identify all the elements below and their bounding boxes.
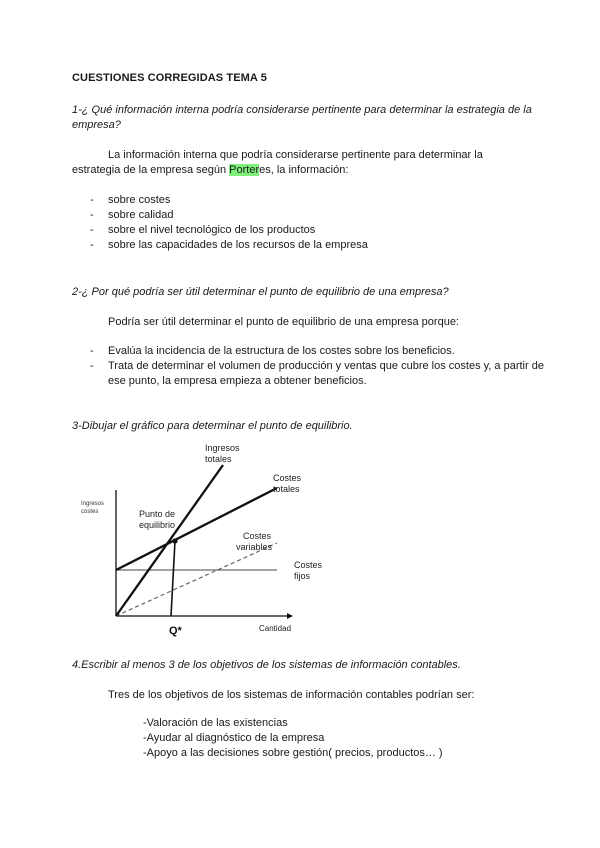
list-item: - Trata de determinar el volumen de producción y ventas que cubre los costes y, a partir de ese punto, la empresa empieza a obtener beneficios. (90, 360, 544, 387)
list-item: - sobre calidad (90, 209, 174, 221)
y-axis-label: Ingresos costes (81, 501, 105, 515)
variable-costs-line (116, 543, 277, 616)
answer-4-list (143, 716, 443, 761)
list-item: - sobre el nivel tecnológico de los productos (90, 224, 316, 236)
x-axis-arrow (287, 613, 293, 619)
variable-costs-label: Costes variables (236, 531, 273, 552)
x-axis-label: Cantidad (259, 624, 292, 633)
list-item: -Apoyo a las decisiones sobre gestión( precios, productos… ) (143, 747, 443, 759)
question-2: 2-¿ Por qué podría ser útil determinar el punto de equilibrio de una empresa? (72, 286, 449, 298)
question-4: 4.Escribir al menos 3 de los objetivos de los sistemas de información contables. (72, 659, 461, 671)
list-item: - Evalúa la incidencia de la estructura de los costes sobre los beneficios. (90, 345, 455, 357)
list-item: -Ayudar al diagnóstico de la empresa (143, 732, 325, 744)
answer-1-text-end: es, la información: (259, 164, 349, 176)
fixed-costs-label: Costes fijos (294, 560, 323, 581)
answer-1-paragraph (72, 148, 517, 178)
break-even-graph (72, 438, 372, 643)
list-item: -Valoración de las existencias (143, 717, 288, 729)
equilibrium-drop-line (171, 541, 175, 616)
list-item: - sobre costes (90, 194, 171, 206)
document-title: CUESTIONES CORREGIDAS TEMA 5 (72, 72, 267, 84)
answer-1-list (72, 193, 548, 253)
total-revenue-label: Ingresos totales (205, 443, 240, 464)
equilibrium-point (172, 538, 177, 543)
answer-2-paragraph: Podría ser útil determinar el punto de equilibrio de una empresa porque: (108, 316, 459, 328)
answer-4-paragraph: Tres de los objetivos de los sistemas de información contables podrían ser: (108, 689, 475, 701)
answer-2-list (72, 344, 548, 389)
answer-1-text-start: La información interna que podría considerarse pertinente para determinar la estrategia de la empresa según (72, 149, 483, 176)
total-costs-label: Costes totales (273, 473, 302, 494)
equilibrium-label: Punto de equilibrio (139, 509, 176, 530)
question-3: 3-Dibujar el gráfico para determinar el punto de equilibrio. (72, 420, 353, 432)
highlighted-word: Porter (229, 164, 260, 176)
total-revenue-line (116, 465, 223, 616)
list-item: - sobre las capacidades de los recursos de la empresa (90, 239, 368, 251)
question-1: 1-¿ Qué información interna podría considerarse pertinente para determinar la estrategia de la empresa? (72, 104, 532, 131)
q-star-label: Q* (169, 625, 182, 637)
